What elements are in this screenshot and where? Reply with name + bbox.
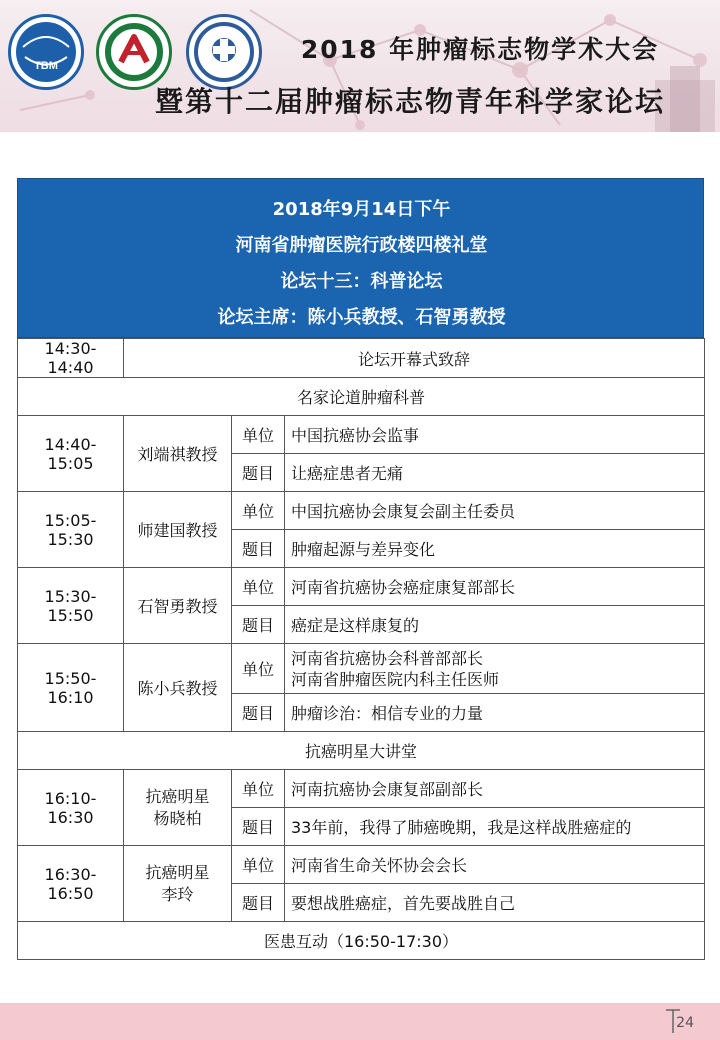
topic-label: 题目 (232, 530, 285, 568)
tbm-logo (8, 14, 84, 90)
session-forum: 论坛十三：科普论坛 (280, 271, 443, 292)
topic-value: 肿瘤诊治：相信专业的力量 (285, 694, 705, 732)
schedule (17, 178, 704, 960)
unit-line: 河南省肿瘤医院内科主任医师 (291, 669, 500, 689)
topic-value: 要想战胜癌症，首先要战胜自己 (285, 884, 705, 922)
topic-label: 题目 (232, 454, 285, 492)
closing-title: 医患互动（16:50-17:30） (18, 922, 705, 960)
topic-label: 题目 (232, 606, 285, 644)
time-cell: 14:30-14:40 (18, 339, 124, 378)
time-cell: 14:40-15:05 (18, 416, 124, 492)
unit-value (285, 644, 705, 694)
table-row (18, 416, 705, 454)
speaker-cell (124, 846, 232, 922)
opening-title: 论坛开幕式致辞 (124, 339, 705, 378)
speaker-title: 抗癌明星 (145, 786, 210, 806)
closing-row (18, 922, 705, 960)
table-row (18, 770, 705, 808)
speaker-cell: 刘端祺教授 (124, 416, 232, 492)
topic-label: 题目 (232, 808, 285, 846)
unit-value: 中国抗癌协会康复会副主任委员 (285, 492, 705, 530)
table-row (18, 568, 705, 606)
topic-value: 33年前，我得了肺癌晚期，我是这样战胜癌症的 (285, 808, 705, 846)
time-cell: 15:05-15:30 (18, 492, 124, 568)
time-cell: 16:30-16:50 (18, 846, 124, 922)
page-footer (0, 1003, 720, 1040)
session-date: 2018年9月14日下午 (272, 199, 451, 220)
topic-value: 肿瘤起源与差异变化 (285, 530, 705, 568)
schedule-table (17, 338, 705, 960)
unit-label: 单位 (232, 770, 285, 808)
svg-text:TBM: TBM (34, 60, 58, 72)
speaker-cell: 师建国教授 (124, 492, 232, 568)
page-number: 24 (676, 1015, 694, 1031)
topic-value: 癌症是这样康复的 (285, 606, 705, 644)
unit-label: 单位 (232, 416, 285, 454)
section-title: 名家论道肿瘤科普 (18, 378, 705, 416)
speaker-cell (124, 770, 232, 846)
unit-label: 单位 (232, 644, 285, 694)
banner-title-line1: 2018 年肿瘤标志物学术大会 (300, 35, 660, 64)
time-cell: 16:10-16:30 (18, 770, 124, 846)
china-anti-cancer-association-logo (186, 14, 262, 90)
unit-label: 单位 (232, 492, 285, 530)
unit-value: 中国抗癌协会监事 (285, 416, 705, 454)
unit-line: 河南省抗癌协会科普部部长 (291, 648, 484, 668)
table-row (18, 644, 705, 694)
topic-label: 题目 (232, 694, 285, 732)
speaker-cell: 石智勇教授 (124, 568, 232, 644)
unit-value: 河南抗癌协会康复部副部长 (285, 770, 705, 808)
session-chairs: 论坛主席：陈小兵教授、石智勇教授 (217, 307, 506, 328)
section-row (18, 378, 705, 416)
table-row (18, 492, 705, 530)
speaker-name: 李玲 (161, 884, 194, 904)
unit-value: 河南省抗癌协会癌症康复部部长 (285, 568, 705, 606)
conference-banner (0, 0, 720, 132)
speaker-title: 抗癌明星 (145, 862, 210, 882)
topic-label: 题目 (232, 884, 285, 922)
banner-title-line2: 暨第十二届肿瘤标志物青年科学家论坛 (154, 85, 665, 118)
unit-label: 单位 (232, 846, 285, 884)
time-cell: 15:30-15:50 (18, 568, 124, 644)
table-row (18, 339, 705, 378)
zhengzhou-university-logo (96, 14, 172, 90)
topic-value: 让癌症患者无痛 (285, 454, 705, 492)
time-cell: 15:50-16:10 (18, 644, 124, 732)
speaker-cell: 陈小兵教授 (124, 644, 232, 732)
section-row (18, 732, 705, 770)
speaker-name: 杨晓柏 (153, 808, 202, 828)
session-header (17, 178, 704, 338)
table-row (18, 846, 705, 884)
session-venue: 河南省肿瘤医院行政楼四楼礼堂 (235, 235, 488, 256)
unit-value: 河南省生命关怀协会会长 (285, 846, 705, 884)
unit-label: 单位 (232, 568, 285, 606)
section-title: 抗癌明星大讲堂 (18, 732, 705, 770)
